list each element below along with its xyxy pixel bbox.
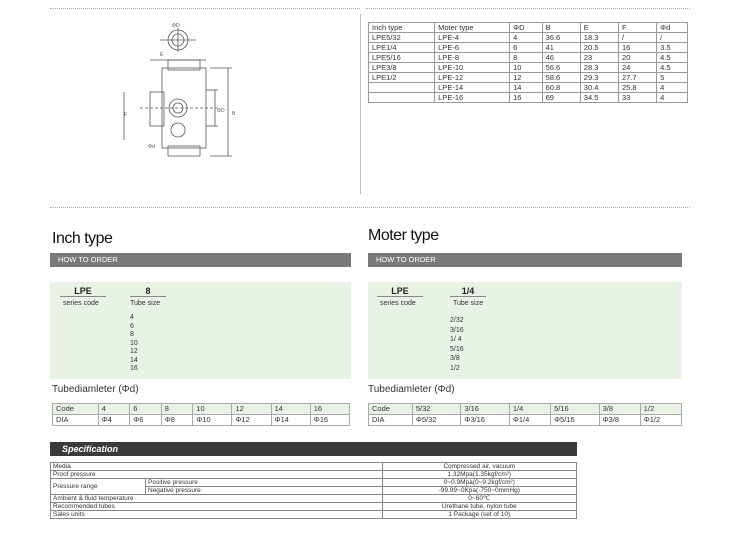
table-cell: 4.5 [657, 63, 688, 73]
table-cell: LPE5/32 [369, 33, 435, 43]
inch-how-to-order: HOW TO ORDER [50, 253, 351, 267]
spec-media-label: Media [51, 463, 383, 471]
table-cell: Φ12 [232, 415, 271, 426]
inch-size-value: 8 [130, 286, 166, 297]
moter-size-item: 3/8 [450, 355, 460, 362]
bottom-collet [168, 146, 200, 156]
col-E: E [580, 23, 618, 33]
table-cell: 3/16 [461, 404, 510, 415]
table-cell: 4 [510, 33, 543, 43]
inch-code-row [53, 404, 350, 415]
table-cell: LPE-6 [435, 43, 510, 53]
table-cell: 1/4 [509, 404, 550, 415]
table-cell: 12 [510, 73, 543, 83]
table-cell: LPE1/2 [369, 73, 435, 83]
table-cell: Φ6 [130, 415, 162, 426]
table-cell: Φ1/4 [509, 415, 550, 426]
spec-units-label: Sales units [51, 511, 383, 519]
table-cell: 25.8 [618, 83, 656, 93]
table-cell: Φ14 [271, 415, 310, 426]
table-header-row [369, 23, 688, 33]
table-cell: LPE1/4 [369, 43, 435, 53]
table-cell: 16 [310, 404, 349, 415]
table-cell [369, 93, 435, 103]
col-B: B [542, 23, 580, 33]
table-cell: Φ10 [193, 415, 232, 426]
table-cell: 5/32 [412, 404, 461, 415]
table-cell: 3/8 [599, 404, 640, 415]
table-cell [369, 83, 435, 93]
table-cell: 27.7 [618, 73, 656, 83]
col-F: F [618, 23, 656, 33]
moter-size-item: 3/16 [450, 326, 464, 334]
moter-code-row [369, 404, 682, 415]
table-row [369, 83, 688, 93]
inch-size-item: 8 [130, 331, 134, 338]
moter-size-item: 1/ 4 [450, 336, 462, 343]
spec-pos-label: Positive pressure [146, 479, 383, 487]
moter-size-label: Tube size [453, 300, 484, 307]
spec-tubes: Urethane tube, nylon tube [382, 503, 576, 511]
label-phid: Φd [148, 144, 155, 150]
spec-tubes-label: Recommended tubes [51, 503, 383, 511]
table-cell: 14 [271, 404, 310, 415]
table-cell: 30.4 [580, 83, 618, 93]
divider-top-right [366, 8, 690, 9]
table-cell: 16 [618, 43, 656, 53]
table-cell: LPE3/8 [369, 63, 435, 73]
table-cell: 46 [542, 53, 580, 63]
moter-size-value: 1/4 [450, 286, 486, 297]
table-cell: Φ4 [98, 415, 130, 426]
table-row [369, 73, 688, 83]
table-cell: 24 [618, 63, 656, 73]
table-cell: 18.3 [580, 33, 618, 43]
table-cell: 4 [657, 83, 688, 93]
col-d: Φd [657, 23, 688, 33]
moter-series-label: series code [380, 300, 416, 307]
moter-dia-row [369, 415, 682, 426]
moter-title: Moter type [368, 227, 439, 244]
table-cell: LPE-16 [435, 93, 510, 103]
table-cell: 1/2 [640, 404, 681, 415]
table-cell: 33 [618, 93, 656, 103]
label-phiD: ΦD [172, 23, 180, 29]
divider-middle [50, 207, 690, 208]
table-cell: 12 [232, 404, 271, 415]
table-row [369, 63, 688, 73]
table-cell: 4.5 [657, 53, 688, 63]
inch-series-code-value: LPE [60, 286, 106, 297]
table-cell: 8 [510, 53, 543, 63]
moter-size-item: 5/16 [450, 345, 464, 353]
table-cell: Φ1/2 [640, 415, 681, 426]
inch-tube-title: Tubediamleter (Φd) [52, 384, 139, 395]
table-cell: 41 [542, 43, 580, 53]
table-cell: 10 [193, 404, 232, 415]
label-D: ΦD [217, 108, 225, 114]
spec-media: Compressed air, vacuum [382, 463, 576, 471]
inch-size-label: Tube size [130, 300, 161, 307]
table-cell: 10 [510, 63, 543, 73]
spec-proof: 1.32Mpa(1.35kgf/cm²) [382, 471, 576, 479]
col-moter: Moter type [435, 23, 510, 33]
inch-tube-table [52, 403, 350, 426]
fitting-drawing [120, 20, 250, 180]
moter-tube-title: Tubediamleter (Φd) [368, 384, 455, 395]
table-row [369, 43, 688, 53]
table-cell: 5/16 [551, 404, 600, 415]
spec-table [50, 462, 577, 519]
table-cell: Φ3/16 [461, 415, 510, 426]
table-cell: 3.5 [657, 43, 688, 53]
inch-size-item: 14 [130, 356, 138, 364]
table-cell: Φ16 [310, 415, 349, 426]
inch-size-item: 16 [130, 365, 138, 372]
moter-series-code-value: LPE [377, 286, 423, 297]
table-cell: / [657, 33, 688, 43]
divider-top-left [50, 8, 360, 9]
inch-size-item: 10 [130, 339, 138, 347]
table-row [369, 93, 688, 103]
inch-size-item: 12 [130, 348, 138, 355]
dimension-table [368, 22, 688, 103]
label-B: B [232, 111, 236, 117]
col-D: ΦD [510, 23, 543, 33]
table-cell: 28.3 [580, 63, 618, 73]
inch-series-label: series code [63, 300, 99, 307]
vertical-divider [360, 14, 361, 194]
table-cell: 4 [98, 404, 130, 415]
table-row [369, 33, 688, 43]
moter-size-item: 2/32 [450, 317, 464, 324]
table-cell: LPE-14 [435, 83, 510, 93]
table-cell: 69 [542, 93, 580, 103]
moter-how-to-order: HOW TO ORDER [368, 253, 682, 267]
table-cell: LPE-12 [435, 73, 510, 83]
table-cell: 29.3 [580, 73, 618, 83]
table-cell: LPE-10 [435, 63, 510, 73]
table-cell: 58.6 [542, 73, 580, 83]
spec-neg-label: Negative pressure [146, 487, 383, 495]
table-cell: Φ3/8 [599, 415, 640, 426]
spec-range-label: Pressure range [51, 479, 146, 495]
inch-title: Inch type [52, 230, 113, 247]
top-collet [168, 60, 200, 70]
spec-temp: 0~60℃ [382, 495, 576, 503]
moter-size-list [450, 316, 464, 373]
table-cell: 14 [510, 83, 543, 93]
table-cell: 60.8 [542, 83, 580, 93]
table-cell: 16 [510, 93, 543, 103]
inch-size-item: 6 [130, 322, 134, 330]
inch-size-item: 4 [130, 314, 134, 321]
table-cell: 8 [161, 404, 193, 415]
table-cell: 5 [657, 73, 688, 83]
table-cell: 56.6 [542, 63, 580, 73]
table-cell: LPE-8 [435, 53, 510, 63]
spec-title: Specification [62, 444, 119, 454]
spec-units: 1 Package (set of 10) [382, 511, 576, 519]
table-cell: / [618, 33, 656, 43]
table-cell: DIA [53, 415, 99, 426]
spec-pos: 0~0.9Mpa(0~9.2kgf/cm²) [382, 479, 576, 487]
table-cell: 20.5 [580, 43, 618, 53]
dimension-table-body [369, 33, 688, 103]
table-cell: DIA [369, 415, 413, 426]
table-cell: LPE5/16 [369, 53, 435, 63]
moter-size-item: 1/2 [450, 364, 460, 372]
table-cell: Φ8 [161, 415, 193, 426]
table-cell: Φ5/16 [551, 415, 600, 426]
col-inch: Inch type [369, 23, 435, 33]
table-cell: Φ5/32 [412, 415, 461, 426]
spec-proof-label: Proof pressure [51, 471, 383, 479]
table-row [369, 53, 688, 63]
inch-dia-row [53, 415, 350, 426]
spec-header [50, 442, 577, 456]
table-cell: 34.5 [580, 93, 618, 103]
spec-temp-label: Ambient & fluid temperature [51, 495, 383, 503]
table-cell: 6 [130, 404, 162, 415]
table-cell: 23 [580, 53, 618, 63]
table-cell: LPE-4 [435, 33, 510, 43]
spec-neg: -99.99~0Kpa(-750~0mmHg) [382, 487, 576, 495]
table-cell: Code [53, 404, 99, 415]
label-E: E [160, 52, 164, 58]
inch-size-list [130, 314, 138, 374]
label-F: F [124, 112, 128, 118]
table-cell: 4 [657, 93, 688, 103]
table-cell: 6 [510, 43, 543, 53]
table-cell: Code [369, 404, 413, 415]
table-cell: 20 [618, 53, 656, 63]
table-cell: 36.6 [542, 33, 580, 43]
moter-tube-table [368, 403, 682, 426]
